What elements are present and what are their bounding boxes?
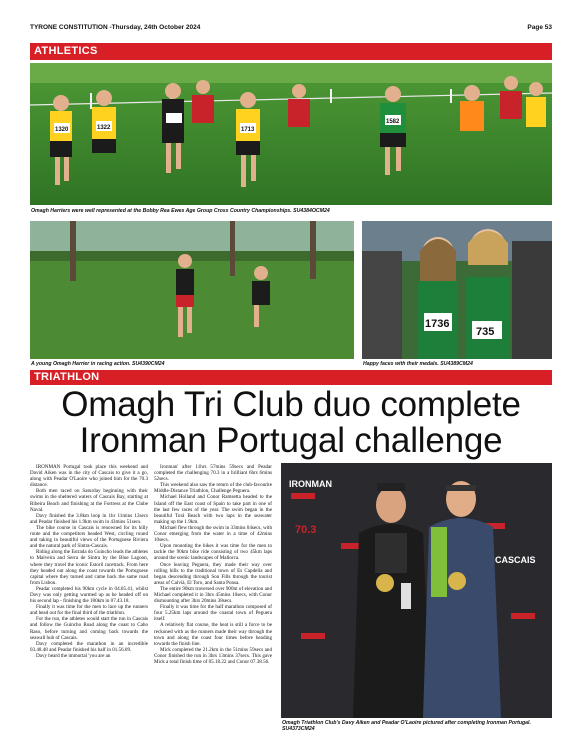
medal-girls-photo-graphic (362, 221, 552, 359)
cross-country-photo-graphic (30, 63, 552, 205)
paragraph: The entire 90km traversed over 900m of elevation and Michael completed it in 3hrs 45mins 10secs, with Conor dismounting after 3hrs 20mins 38secs. (154, 585, 272, 605)
article-column-1 (30, 464, 148, 659)
page-number: Page 53 (527, 24, 552, 31)
bib-number: 1736 (425, 318, 450, 330)
triathletes-photo (281, 463, 552, 718)
right-photo-caption: Happy faces with their medals. SU4389CM24 (363, 361, 473, 367)
cross-country-photo (30, 63, 552, 205)
paragraph: Michael flew through the swim in 33mins 04secs, with Conor emerging from the water in a time of 42mins 10secs. (154, 524, 272, 544)
paragraph: Mick completed the 21.2km in the 51mins 59secs and Conor finished the run in 3hrs 13mins 37secs. This gave Mick a total finish time of 05.18.22 and Conor 07.38.56. (154, 646, 272, 665)
paragraph: Peadar completed his 90km cycle in 04.05.41, whilst Davy was only getting warmed up as he headed off on his second lap - finishing the 180km in 07.43.18. (30, 585, 148, 605)
paragraph: Finally it was time for the men to lace up the runners and head out for the final third of the triathlon. (30, 604, 148, 617)
paragraph: Upon mounting the bikes it was time for the men to tackle the 90km bike ride consisting of two 45km laps around the scenic landscapes of Mallorca. (154, 543, 272, 562)
backdrop-text: CASCAIS (495, 555, 536, 565)
paragraph: Ironman' after 11hrs 57mins 59secs and Peadar completed the challenging 70.3 in a brilliant 6hrs 6mins 52secs. (154, 464, 272, 483)
bib-number: 735 (476, 326, 495, 338)
paragraph: Michael Holland and Conor Ramsetta headed to the Island off the East coast of Spain to take part in one of the last few races of the year. The swim began in the beautiful Torá Beach with two laps in the seawater making up the 1.9km. (154, 494, 272, 525)
paragraph: Both men raced on Saturday beginning with their swims in the sheltered waters of Cascais Bay, starting at Ribeira Beach and finishing at the Fortress at the Clube Naval. (30, 488, 148, 513)
athletics-banner: ATHLETICS (30, 43, 552, 60)
triathletes-photo-graphic (281, 463, 552, 718)
young-harrier-photo-graphic (30, 221, 354, 359)
bib-number: 1713 (241, 127, 255, 133)
paragraph: A relatively flat course, the heat is still a force to be reckoned with as the runners made their way through the town and along the coast four times before heading towards the finish line. (154, 622, 272, 647)
triathlon-banner: TRIATHLON (30, 370, 552, 385)
paragraph: Once leaving Peguera, they made their way over rolling hills to the traditional town of Es Capdella and began descending through Son Fills through the tourist areas of Calvià, El Toro, and Santa Ponsa. (154, 561, 272, 586)
bib-number: 1582 (386, 119, 400, 125)
backdrop-text: IRONMAN (289, 479, 332, 489)
paragraph: Davy finished the 3.8km loop in 1hr 11mins 12secs and Peadar finished his 1.9km swim in 43mins 51secs. (30, 512, 148, 525)
paragraph: Finally it was time for the half marathon composed of four 5.25km laps around the coastal town of Peguera itself. (154, 604, 272, 623)
bib-number: 1322 (97, 125, 111, 131)
paragraph: This weekend also saw the return of the club-favourite Middle-Distance Triathlon, Challenge Peguera. (154, 482, 272, 495)
young-harrier-photo (30, 221, 354, 359)
main-photo-caption: Omagh Harriers were well represented at the Bobby Rea Ewes Age Group Cross Country Championships. SU4384OCM24 (31, 208, 330, 214)
paragraph: Riding along the Estrada do Guincho leads the athletes to Malveira and Serra de Sintra by the Blue Lagoon, where they travel the iconic Estoril racetrack. From here they headed out along the coast towards the Portuguese capital where they turned and came back the same road from Lisbon. (30, 549, 148, 586)
paragraph: For the run, the athletes would start the run in Cascais and follow the Guincho Road along the coast to Cabo Raso, before turning and coming back towards the seawall hub of Cascais. (30, 616, 148, 641)
article-column-2 (154, 464, 272, 665)
masthead (30, 24, 552, 34)
article-headline (30, 387, 552, 459)
headline-line-2: Ironman Portugal challenge (79, 421, 503, 460)
paragraph: The bike course in Cascais is renowned for its hilly route and the competitors headed West, circling round and taking in beautiful views of the Portuguese Riviera and the natural park of Sintra-Cascais. (30, 524, 148, 550)
paragraph: IRONMAN Portugal took place this weekend and David Aiken was in the city of Cascais to give it a go, along with Peadar O'Laoire who joined him for the 70.3 distance. (30, 464, 148, 489)
backdrop-text: 70.3 (295, 524, 317, 536)
triathlon-photo-caption: Omagh Triathlon Club's Davy Aiken and Peadar O'Laoire pictured after completing Ironman Portugal. SU4373CM24 (282, 720, 531, 732)
headline-line-1: Omagh Tri Club duo complete (61, 385, 521, 424)
paragraph: Davy completed the marathon in an incredible 03.48.48 and Peadar finished his half in 01.56.09. (30, 640, 148, 653)
masthead-date: TYRONE CONSTITUTION -Thursday, 24th October 2024 (30, 24, 201, 31)
paragraph: Davy heard the immortal 'you are an (36, 652, 111, 659)
bib-number: 1320 (55, 127, 69, 133)
left-photo-caption: A young Omagh Harrier in racing action. SU4390CM24 (31, 361, 165, 367)
medal-girls-photo (362, 221, 552, 359)
